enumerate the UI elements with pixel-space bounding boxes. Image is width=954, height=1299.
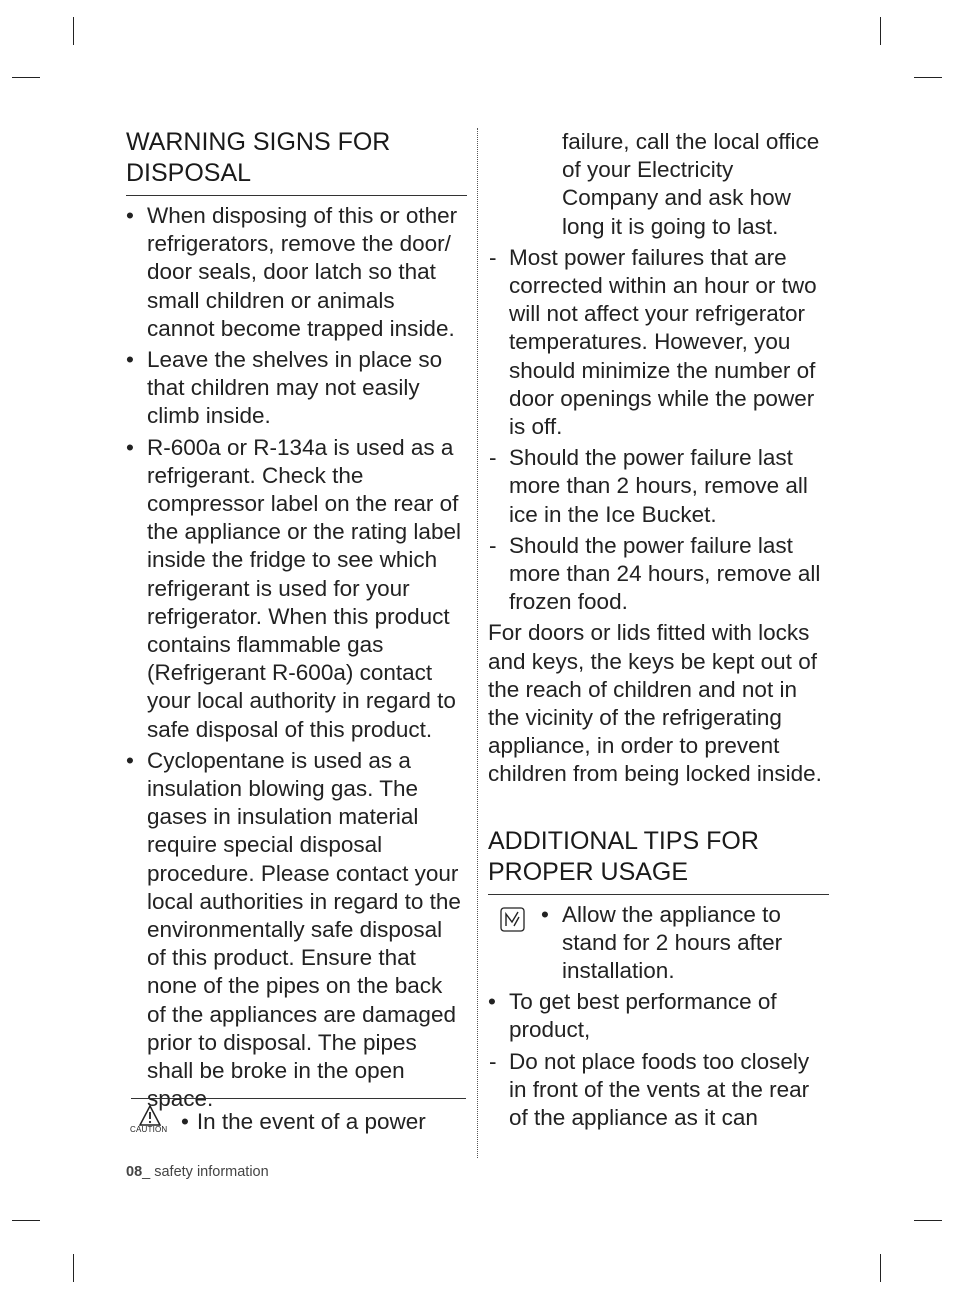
tips-bullet-list [488,988,829,1044]
list-item: - Should the power failure last more than 24 hours, remove all frozen food. [488,532,829,617]
list-item: • To get best performance of product, [488,988,829,1044]
page-number: 08 [126,1164,143,1180]
heading-line: WARNING SIGNS FOR [126,128,391,156]
section-heading-tips [488,826,829,894]
right-column [488,128,829,1135]
heading-line: PROPER USAGE [488,857,689,886]
list-item: • Leave the shelves in place so that children may not easily climb inside. [126,346,467,431]
list-item: - Do not place foods too closely in front of the vents at the rear of the appliance as it can [488,1048,829,1133]
power-failure-dash-list [488,244,829,617]
crop-mark [12,1220,40,1221]
heading-line: DISPOSAL [126,159,252,187]
caution-label: CAUTION [130,1125,168,1134]
note-icon [500,907,525,937]
footer-section-label: _ safety information [142,1164,269,1180]
list-item: • Allow the appliance to stand for 2 hours after installation. [541,901,829,986]
note-block [488,901,829,986]
caution-text-start: In the event of a power [196,1109,426,1134]
list-item: - Most power failures that are corrected within an hour or two will not affect your refrigerator temperatures. However, you should minimize the number of door openings while the power is off. [488,244,829,441]
crop-mark [880,1254,881,1282]
crop-mark [914,77,942,78]
note-list [541,901,829,986]
left-column [126,127,467,1117]
caution-icon [130,1104,170,1138]
caution-text: • In the event of a power [181,1109,426,1134]
list-item: • Cyclopentane is used as a insulation blowing gas. The gases in insulation material require special disposal procedure. Please contact your local authorities in regard to the environmentally safe disposal of this product. Ensure that none of the pipes on the back of the appliances are damaged prior to disposal. The pipes shall be broke in the open space. [126,747,467,1114]
locks-paragraph: For doors or lids fitted with locks and keys, the keys be kept out of the reach of children and not in the vicinity of the refrigerating appliance, in order to prevent children from being locked inside. [488,620,822,787]
disposal-bullet-list [126,202,467,1114]
crop-mark [12,77,40,78]
list-item: - Should the power failure last more than 2 hours, remove all ice in the Ice Bucket. [488,444,829,529]
caution-continued: failure, call the local office of your Electricity Company and ask how long it is going to last. [562,129,820,239]
crop-mark [880,17,881,45]
column-divider [477,128,478,1158]
caution-rule [131,1098,466,1099]
list-item: • When disposing of this or other refrigerators, remove the door/ door seals, door latch so that small children or animals cannot become trapped inside. [126,202,467,343]
crop-mark [914,1220,942,1221]
tips-dash-list [488,1048,829,1133]
heading-rule [126,195,467,196]
crop-mark [73,17,74,45]
page-footer [126,1164,269,1180]
section-heading-disposal [126,127,467,195]
caution-block [130,1104,470,1144]
crop-mark [73,1254,74,1282]
list-item: • R-600a or R-134a is used as a refrigerant. Check the compressor label on the rear of the appliance or the rating label inside the fridge to see which refrigerant is used for your refrigerator. When this product contains flammable gas (Refrigerant R-600a) contact your local authority in regard to safe disposal of this product. [126,434,467,744]
heading-rule [488,894,829,895]
heading-line: ADDITIONAL TIPS FOR [488,826,759,855]
note-pencil-icon [500,907,525,932]
